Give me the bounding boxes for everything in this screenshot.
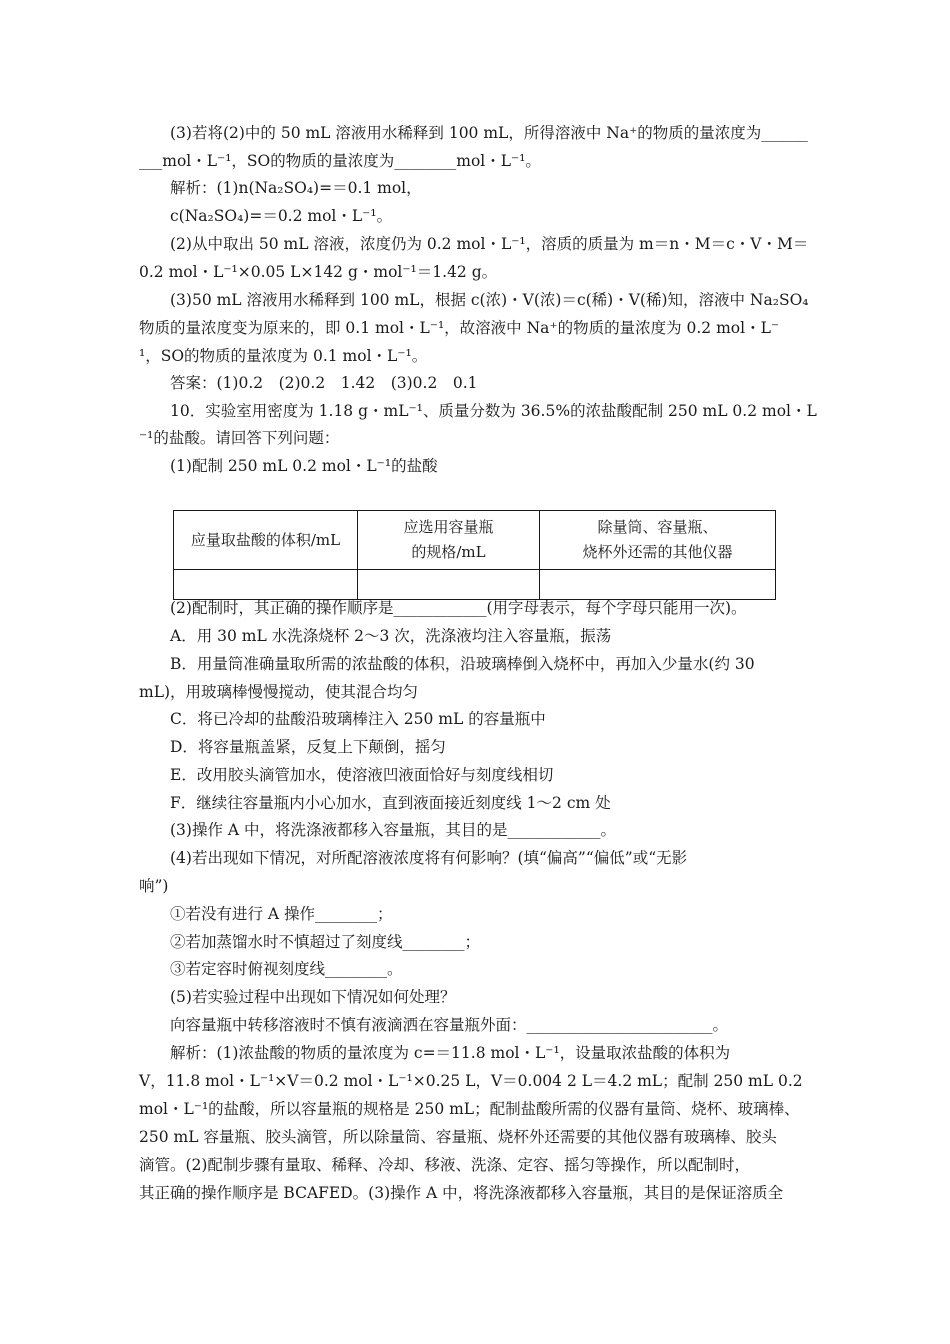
option-d: D．将容量瓶盖紧，反复上下颠倒，摇匀 xyxy=(170,738,446,756)
option-c: C．将已冷却的盐酸沿玻璃棒注入 250 mL 的容量瓶中 xyxy=(170,710,546,728)
text-line: (3)若将(2)中的 50 mL 溶液用水稀释到 100 mL，所得溶液中 Na⁺的物质的量浓度为______ xyxy=(170,124,808,142)
analysis-line: 滴管。(2)配制步骤有量取、稀释、冷却、移液、洗涤、定容、摇匀等操作，所以配制时， xyxy=(139,1156,750,1174)
table-header-flask-spec: 应选用容量瓶 的规格/mL xyxy=(358,511,540,570)
table-header-other-instruments: 除量筒、容量瓶、 烧杯外还需的其他仪器 xyxy=(540,511,776,570)
option-a: A．用 30 mL 水洗涤烧杯 2～3 次，洗涤液均注入容量瓶，振荡 xyxy=(170,627,612,645)
option-f: F．继续往容量瓶内小心加水，直到液面接近刻度线 1～2 cm 处 xyxy=(170,794,611,812)
analysis-line: V，11.8 mol・L⁻¹×V＝0.2 mol・L⁻¹×0.25 L，V＝0.004 2 L＝4.2 mL；配制 250 mL 0.2 xyxy=(139,1072,803,1090)
text-line: (3)50 mL 溶液用水稀释到 100 mL，根据 c(浓)・V(浓)＝c(稀)・V(稀)知，溶液中 Na₂SO₄ xyxy=(170,291,809,309)
option-e: E．改用胶头滴管加水，使溶液凹液面恰好与刻度线相切 xyxy=(170,766,554,784)
text-line: 响”) xyxy=(139,877,169,895)
option-b: B．用量筒准确量取所需的浓盐酸的体积，沿玻璃棒倒入烧杯中，再加入少量水(约 30 xyxy=(170,655,755,673)
text-line: (5)若实验过程中出现如下情况如何处理？ xyxy=(170,988,456,1006)
text-line: 向容量瓶中转移溶液时不慎有液滴洒在容量瓶外面：________________________。 xyxy=(170,1016,729,1034)
text-line: ¹，SO的物质的量浓度为 0.1 mol・L⁻¹。 xyxy=(139,347,428,365)
analysis-line: mol・L⁻¹的盐酸，所以容量瓶的规格是 250 mL；配制盐酸所需的仪器有量筒、烧杯、玻璃棒、 xyxy=(139,1100,800,1118)
sub-item-3: ③若定容时俯视刻度线________。 xyxy=(170,960,403,978)
text-line: ___mol・L⁻¹，SO的物质的量浓度为________mol・L⁻¹。 xyxy=(139,152,541,170)
option-b-cont: mL)，用玻璃棒慢慢搅动，使其混合均匀 xyxy=(139,683,419,701)
text-line: (1)配制 250 mL 0.2 mol・L⁻¹的盐酸 xyxy=(170,457,438,475)
sub-item-1: ①若没有进行 A 操作________； xyxy=(170,905,393,923)
text-line: ⁻¹的盐酸。请回答下列问题： xyxy=(139,429,340,447)
text-line: (4)若出现如下情况，对所配溶液浓度将有何影响？(填“偏高”“偏低”或“无影 xyxy=(170,849,688,867)
analysis-line: 其正确的操作顺序是 BCAFED。(3)操作 A 中，将洗涤液都移入容量瓶，其目的是保证溶质全 xyxy=(139,1184,784,1202)
text-line: 物质的量浓度变为原来的，即 0.1 mol・L⁻¹，故溶液中 Na⁺的物质的量浓度为 0.2 mol・L⁻ xyxy=(139,319,780,337)
question-10-line: 10．实验室用密度为 1.18 g・mL⁻¹、质量分数为 36.5%的浓盐酸配制 250 mL 0.2 mol・L xyxy=(170,402,817,420)
text-line: (2)配制时，其正确的操作顺序是____________(用字母表示，每个字母只能用一次)。 xyxy=(170,599,747,617)
answer-line: 答案：(1)0.2 (2)0.2 1.42 (3)0.2 0.1 xyxy=(170,374,478,392)
table-header-volume: 应量取盐酸的体积/mL xyxy=(174,511,358,570)
analysis-line: 250 mL 容量瓶、胶头滴管，所以除量筒、容量瓶、烧杯外还需要的其他仪器有玻璃棒、胶头 xyxy=(139,1128,777,1146)
text-line: 0.2 mol・L⁻¹×0.05 L×142 g・mol⁻¹＝1.42 g。 xyxy=(139,263,498,281)
sub-item-2: ②若加蒸馏水时不慎超过了刻度线________； xyxy=(170,933,481,951)
text-line: (2)从中取出 50 mL 溶液，浓度仍为 0.2 mol・L⁻¹，溶质的质量为 m＝n・M＝c・V・M＝ xyxy=(170,235,809,253)
text-line: c(Na₂SO₄)=＝0.2 mol・L⁻¹。 xyxy=(170,207,393,225)
text-line: (3)操作 A 中，将洗涤液都移入容量瓶，其目的是____________。 xyxy=(170,821,617,839)
text-line: 解析：(1)n(Na₂SO₄)=＝0.1 mol， xyxy=(170,179,422,197)
analysis-line: 解析：(1)浓盐酸的物质的量浓度为 c=＝11.8 mol・L⁻¹，设量取浓盐酸的体积为 xyxy=(170,1044,731,1062)
answer-table xyxy=(173,510,776,600)
